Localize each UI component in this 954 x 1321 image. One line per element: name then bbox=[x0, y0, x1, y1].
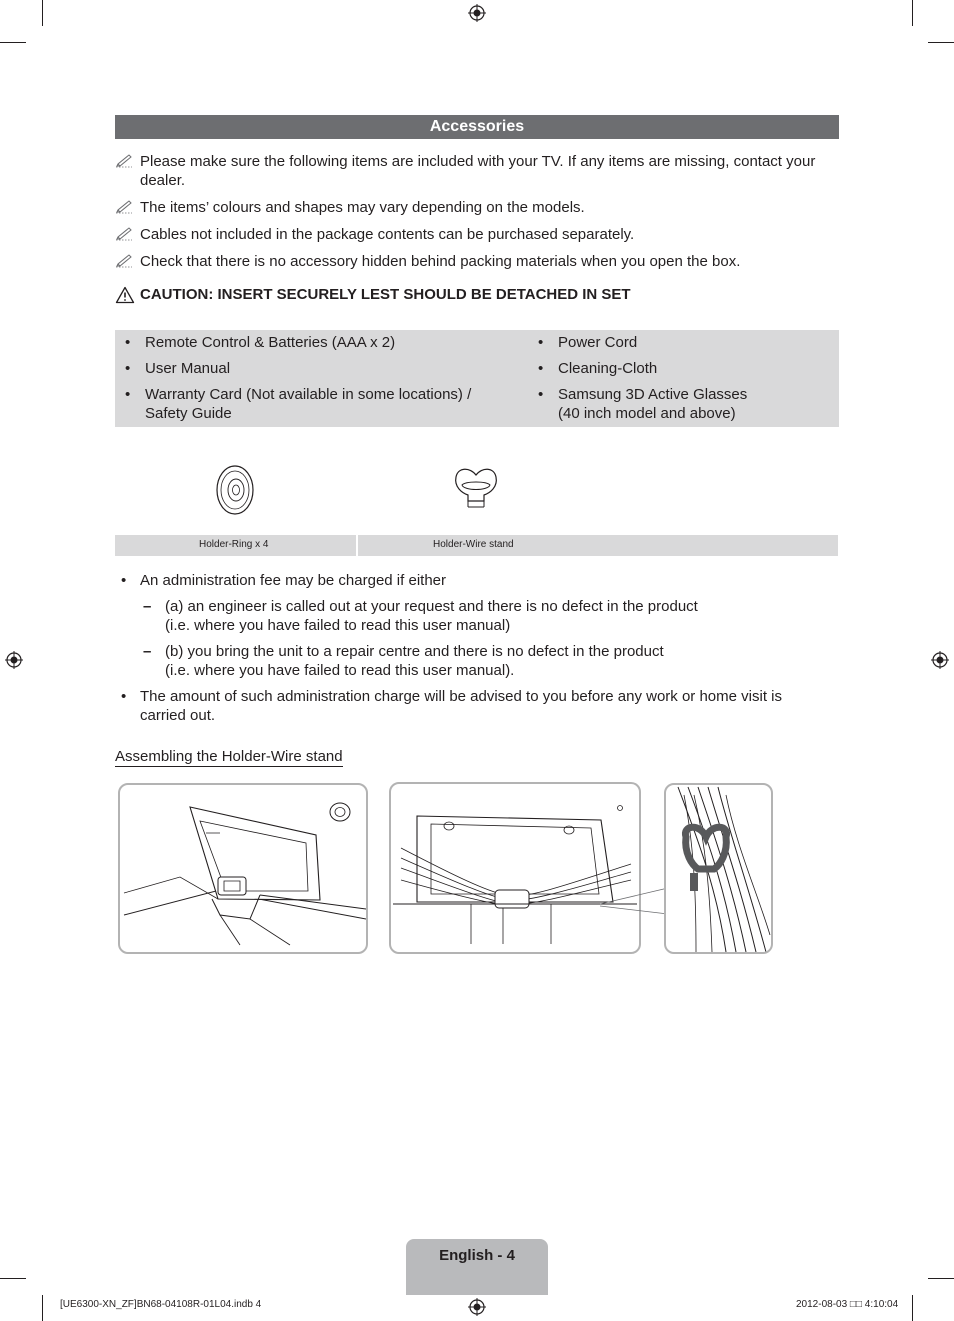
divider bbox=[356, 535, 358, 556]
registration-mark-icon bbox=[931, 651, 949, 669]
list-item: • Cleaning-Cloth bbox=[538, 359, 828, 378]
registration-mark-icon bbox=[468, 1298, 486, 1316]
registration-mark-icon bbox=[5, 651, 23, 669]
crop-mark bbox=[928, 1278, 954, 1279]
list-item: • Power Cord bbox=[538, 333, 828, 352]
admin-case-b: – (b) you bring the unit to a repair centre and there is no defect in the product bbox=[165, 643, 664, 660]
note-item bbox=[115, 225, 839, 244]
admin-case-a-sub: (i.e. where you have failed to read this user manual) bbox=[165, 617, 511, 634]
crop-mark bbox=[42, 1295, 43, 1321]
note-item bbox=[115, 198, 839, 217]
footer-file-info: [UE6300-XN_ZF]BN68-04108R-01L04.indb 4 bbox=[60, 1299, 262, 1310]
list-item: • The amount of such administration charge will be advised to you before any work or home visit is carried out. bbox=[115, 687, 820, 725]
admin-fee-section bbox=[115, 571, 839, 732]
admin-case-b-sub: (i.e. where you have failed to read this user manual). bbox=[165, 662, 515, 679]
zoom-connector-lines bbox=[600, 880, 670, 920]
caution-text: CAUTION: INSERT SECURELY LEST SHOULD BE DETACHED IN SET bbox=[140, 286, 631, 303]
list-item bbox=[115, 642, 839, 680]
list-item: • Samsung 3D Active Glasses (40 inch model and above) bbox=[538, 385, 758, 423]
page-number-tab: English - 4 bbox=[406, 1239, 548, 1295]
accessories-right-column bbox=[538, 333, 828, 430]
pencil-note-icon bbox=[115, 200, 133, 214]
note-text: The items’ colours and shapes may vary depending on the models. bbox=[140, 199, 585, 216]
caution-triangle-icon bbox=[115, 286, 135, 304]
list-item: • Remote Control & Batteries (AAA x 2) bbox=[125, 333, 505, 352]
list-item: • An administration fee may be charged if either bbox=[115, 571, 839, 590]
holder-wire-stand-image bbox=[452, 465, 500, 511]
caption-bar bbox=[115, 535, 838, 556]
assembly-title: Assembling the Holder-Wire stand bbox=[115, 748, 343, 765]
assembly-step-3-zoom-image bbox=[664, 783, 773, 954]
list-item: • Warranty Card (Not available in some locations) / Safety Guide bbox=[125, 385, 475, 423]
crop-mark bbox=[928, 42, 954, 43]
note-text: Cables not included in the package contents can be purchased separately. bbox=[140, 226, 635, 243]
note-item bbox=[115, 152, 839, 190]
crop-mark bbox=[912, 1295, 913, 1321]
caption-holder-ring: Holder-Ring x 4 bbox=[199, 539, 269, 550]
section-header: Accessories bbox=[115, 115, 839, 139]
list-item: • User Manual bbox=[125, 359, 505, 378]
registration-mark-icon bbox=[468, 4, 486, 22]
note-text: Please make sure the following items are included with your TV. If any items are missing, contact your dealer. bbox=[140, 153, 816, 189]
pencil-note-icon bbox=[115, 254, 133, 268]
footer-timestamp: 2012-08-03 □□ 4:10:04 bbox=[796, 1299, 899, 1310]
caution-line bbox=[115, 285, 631, 304]
notes-list bbox=[115, 152, 839, 279]
pencil-note-icon bbox=[115, 227, 133, 241]
note-item bbox=[115, 252, 839, 271]
crop-mark bbox=[42, 0, 43, 26]
crop-mark bbox=[0, 1278, 26, 1279]
list-item bbox=[115, 597, 839, 635]
crop-mark bbox=[0, 42, 26, 43]
holder-ring-image bbox=[214, 463, 256, 517]
note-text: Check that there is no accessory hidden behind packing materials when you open the box. bbox=[140, 253, 741, 270]
crop-mark bbox=[912, 0, 913, 26]
assembly-step-2-image bbox=[389, 782, 641, 954]
admin-case-a: – (a) an engineer is called out at your request and there is no defect in the product bbox=[165, 598, 698, 615]
pencil-note-icon bbox=[115, 154, 133, 168]
accessories-left-column bbox=[125, 333, 505, 430]
accessories-box bbox=[115, 330, 839, 427]
caption-holder-wire-stand: Holder-Wire stand bbox=[433, 539, 514, 550]
assembly-step-1-image bbox=[118, 783, 368, 954]
